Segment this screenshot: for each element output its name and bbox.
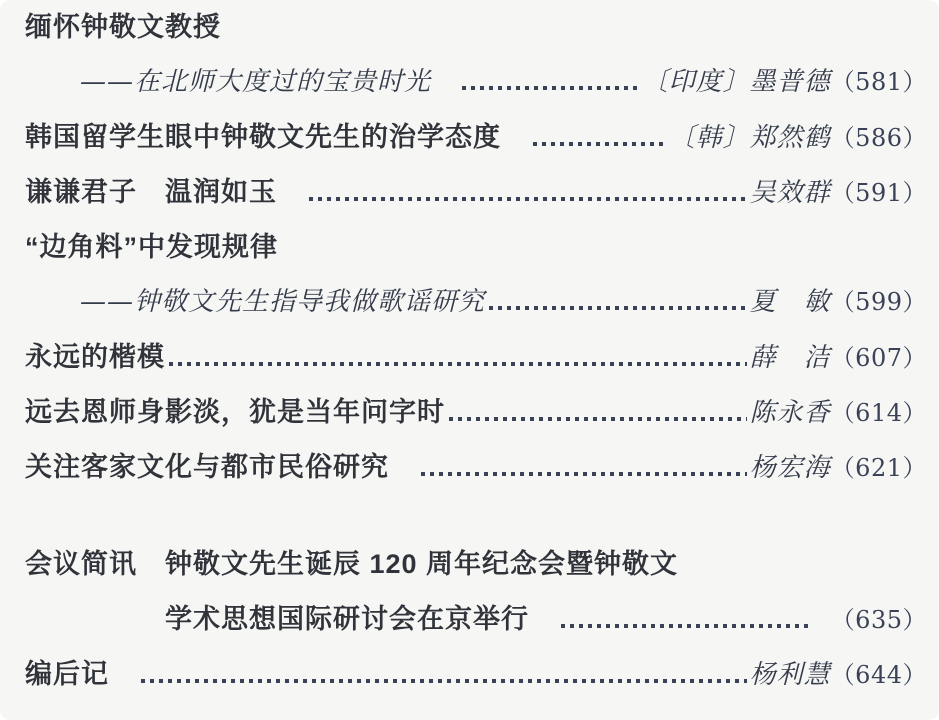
entry-title: 谦谦君子 温润如玉 <box>25 177 305 207</box>
entry-page-number: （614） <box>830 399 927 427</box>
entry-title: 缅怀钟敬文教授 <box>25 12 221 42</box>
entry-page-number: （581） <box>830 68 927 96</box>
toc-entry <box>25 385 927 440</box>
entry-page-number: （607） <box>830 344 927 372</box>
dot-leader <box>309 197 747 201</box>
entry-author: 〔韩〕郑然鹤 <box>668 123 831 153</box>
entry-title: 会议简讯 钟敬文先生诞辰 120 周年纪念会暨钟敬文 <box>25 549 679 579</box>
toc-entry <box>25 110 927 165</box>
toc-entry <box>25 0 927 55</box>
toc-entry <box>25 330 927 385</box>
table-of-contents <box>25 0 927 702</box>
toc-entry <box>25 592 927 647</box>
entry-page-number: （644） <box>830 661 927 689</box>
entry-author: 〔印度〕墨普德 <box>641 67 831 97</box>
entry-title: “边角料”中发现规律 <box>25 232 278 262</box>
dot-leader <box>533 142 666 146</box>
entry-author: 杨利慧 <box>749 660 831 690</box>
toc-entry <box>25 440 927 495</box>
entry-title-continuation: 学术思想国际研讨会在京举行 <box>165 604 557 634</box>
toc-entry <box>25 55 927 110</box>
dot-leader <box>169 362 747 366</box>
dot-leader <box>561 624 813 628</box>
dot-leader <box>421 472 747 476</box>
entry-page-number: （635） <box>830 606 927 634</box>
dot-leader <box>462 86 639 90</box>
entry-title: 永远的楷模 <box>25 342 165 372</box>
dot-leader <box>489 306 747 310</box>
toc-entry <box>25 647 927 702</box>
toc-entry <box>25 537 927 592</box>
entry-subtitle: ——钟敬文先生指导我做歌谣研究 <box>80 287 486 317</box>
toc-entry <box>25 165 927 220</box>
dot-leader <box>141 679 747 683</box>
entry-page-number: （621） <box>830 454 927 482</box>
entry-author: 陈永香 <box>749 398 831 428</box>
toc-entry <box>25 275 927 330</box>
dot-leader <box>449 417 747 421</box>
entry-title: 远去恩师身影淡，犹是当年问字时 <box>25 397 445 427</box>
entry-author: 吴效群 <box>749 178 831 208</box>
entry-page-number: （591） <box>830 179 927 207</box>
entry-subtitle: ——在北师大度过的宝贵时光 <box>80 67 459 97</box>
section-divider-space <box>25 495 927 537</box>
entry-page-number: （599） <box>830 288 927 316</box>
entry-title: 关注客家文化与都市民俗研究 <box>25 452 417 482</box>
toc-entry <box>25 220 927 275</box>
entry-author: 杨宏海 <box>749 453 831 483</box>
entry-page-number: （586） <box>830 124 927 152</box>
entry-title: 编后记 <box>25 659 137 689</box>
entry-author: 夏 敏 <box>749 287 831 317</box>
entry-title: 韩国留学生眼中钟敬文先生的治学态度 <box>25 122 529 152</box>
entry-author: 薛 洁 <box>749 343 831 373</box>
